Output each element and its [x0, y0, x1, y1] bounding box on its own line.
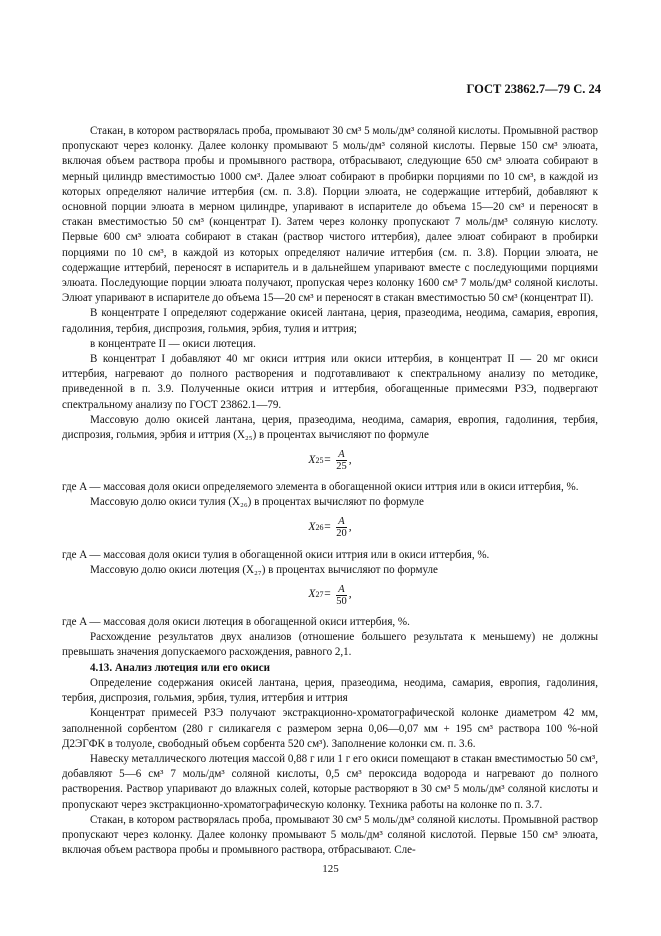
- section-heading: 4.13. Анализ лютеция или его окиси: [90, 661, 271, 674]
- formula-x27: [62, 583, 598, 607]
- formula-equals: =: [323, 521, 332, 534]
- formula-fraction: [334, 584, 349, 607]
- paragraph: В концентрате I определяют содержание окисей лантана, церия, празеодима, неодима, самария, европия, гадолиния, тербия, диспрозия, гольмия, эрбия, тулия и иттрия;: [62, 307, 598, 335]
- paragraph: Концентрат примесей РЗЭ получают экстракционно-хроматографической колонке диаметром 42 мм, заполненной сорбентом (280 г силикагеля с размером зерна 0,06—0,07 мм + 195 см³ раствора 100 %-ной Д2ЭГФК в толуоле, свободный объем сорбента 520 см³). Заполнение колонки см. п. 3.6.: [62, 707, 598, 750]
- formula-legend: где A — массовая доля окиси тулия в обогащенной окиси иттрия или в окиси иттербия, %.: [62, 548, 490, 561]
- document-body: [62, 124, 598, 858]
- formula-x25: [62, 448, 598, 472]
- formula-subscript: 27: [315, 590, 324, 600]
- paragraph: Массовую долю окиси лютеция (X₂₇) в процентах вычисляют по формуле: [90, 563, 438, 576]
- formula-numerator: A: [338, 583, 345, 595]
- formula-denominator: 20: [336, 528, 347, 540]
- formula-lhs: X: [308, 521, 316, 534]
- paragraph: Массовую долю окисей лантана, церия, празеодима, неодима, самария, европия, гадолиния, тербия, диспрозия, гольмия, эрбия и иттрия (X₂₅) в процентах вычисляют по формуле: [62, 413, 598, 442]
- formula-tail: ,: [348, 521, 352, 534]
- formula-fraction: [334, 516, 349, 539]
- document-header: ГОСТ 23862.7—79 С. 24: [466, 82, 601, 96]
- paragraph: Стакан, в котором растворялась проба, промывают 30 см³ 5 моль/дм³ соляной кислоты. Промывной раствор пропускают через колонку. Далее колонку промывают 5 моль/дм³ соляной кислоты. Первые 150 см³ элюата, включая объем раствора пробы и промывного раствора, отбрасывают, следующие 650 см³ элюата собирают в мерный цилиндр вместимостью 1000 см³. Далее элюат собирают в пробирки порциями по 10 см³, в каждой из которых определяют наличие иттербия (см. п. 3.8). Порции элюата, не содержащие иттербий, добавляют к основной порции элюата в мерном цилиндре, упаривают в испарителе до объема 15—20 см³ и переносят в стакан вместимостью 50 см³ (концентрат I). Затем через колонку пропускают 7 моль/дм³ соляную кислоту. Первые 600 см³ элюата собирают в стакан (раствор чистого иттербия), далее элюат собирают в пробирки порциями по 10 см³, в каждой из которых определяют наличие иттербия (см. п. 3.8). Порции элюата, не содержащие иттербий, переносят в испаритель и в дальнейшем упаривают вместе с последующими порциями элюата. Последующие порции элюата получают, пропуская через колонку 1600 см³ 7 моль/дм³ соляной кислоты. Элюат упаривают в испарителе до объема 15—20 см³ и переносят в стакан вместимостью 50 см³ (концентрат II).: [62, 125, 598, 305]
- paragraph: Навеску металлического лютеция массой 0,88 г или 1 г его окиси помещают в стакан вместимостью 50 см³, добавляют 5—6 см³ 7 моль/дм³ соляной кислоты, 0,5 см³ пероксида водорода и нагревают до полного растворения. Раствор упаривают до влажных солей, которые растворяют в 30 см³ 5 моль/дм³ соляной кислоты и пропускают через экстракционно-хроматографическую колонку. Техника работы на колонке по п. 3.7.: [62, 752, 598, 811]
- paragraph: Определение содержания окисей лантана, церия, празеодима, неодима, самария, европия, гадолиния, тербия, диспрозия, гольмия, эрбия, тулия, иттербия и иттрия: [62, 676, 598, 705]
- formula-tail: ,: [348, 588, 352, 601]
- formula-numerator: A: [338, 516, 345, 528]
- formula-tail: ,: [348, 453, 352, 466]
- formula-denominator: 50: [336, 595, 347, 607]
- formula-equals: =: [323, 588, 332, 601]
- paragraph: Расхождение результатов двух анализов (отношение большего результата к меньшему) не должны превышать значения допускаемого расхождения, равного 2,1.: [62, 631, 598, 659]
- paragraph: Стакан, в котором растворялась проба, промывают 30 см³ 5 моль/дм³ соляной кислоты. Промывной раствор пропускают через колонку. Далее колонку промывают 5 моль/дм³ соляной кислотой. Первые 150 см³ элюата, включая объем раствора пробы и промывного раствора, отбрасывают. Сле-: [62, 813, 598, 857]
- formula-lhs: X: [308, 453, 316, 466]
- paragraph: В концентрат I добавляют 40 мг окиси иттрия или окиси иттербия, в концентрат II — 20 мг окиси иттербия, нагревают до полного растворения и подготавливают к спектральному анализу по методике, приведенной в п. 3.9. Полученные окиси иттрия и иттербия, обогащенные примесями РЗЭ, подвергают спектральному анализу по ГОСТ 23862.1—79.: [62, 353, 598, 411]
- formula-legend: где A — массовая доля окиси лютеция в обогащенной окиси иттербия, %.: [62, 616, 410, 629]
- formula-legend: где A — массовая доля окиси определяемого элемента в обогащенной окиси иттрия или в окиси иттербия, %.: [62, 481, 579, 494]
- page-number: 125: [322, 863, 339, 875]
- formula-denominator: 25: [336, 460, 347, 472]
- formula-fraction: [334, 449, 349, 472]
- formula-subscript: 25: [315, 455, 324, 465]
- paragraph: Массовую долю окиси тулия (X₂₆) в процентах вычисляют по формуле: [90, 496, 424, 509]
- formula-numerator: A: [338, 448, 345, 460]
- formula-equals: =: [323, 453, 332, 466]
- formula-x26: [62, 516, 598, 540]
- paragraph: в концентрате II — окиси лютеция.: [90, 337, 256, 350]
- formula-subscript: 26: [315, 523, 324, 533]
- formula-lhs: X: [308, 588, 316, 601]
